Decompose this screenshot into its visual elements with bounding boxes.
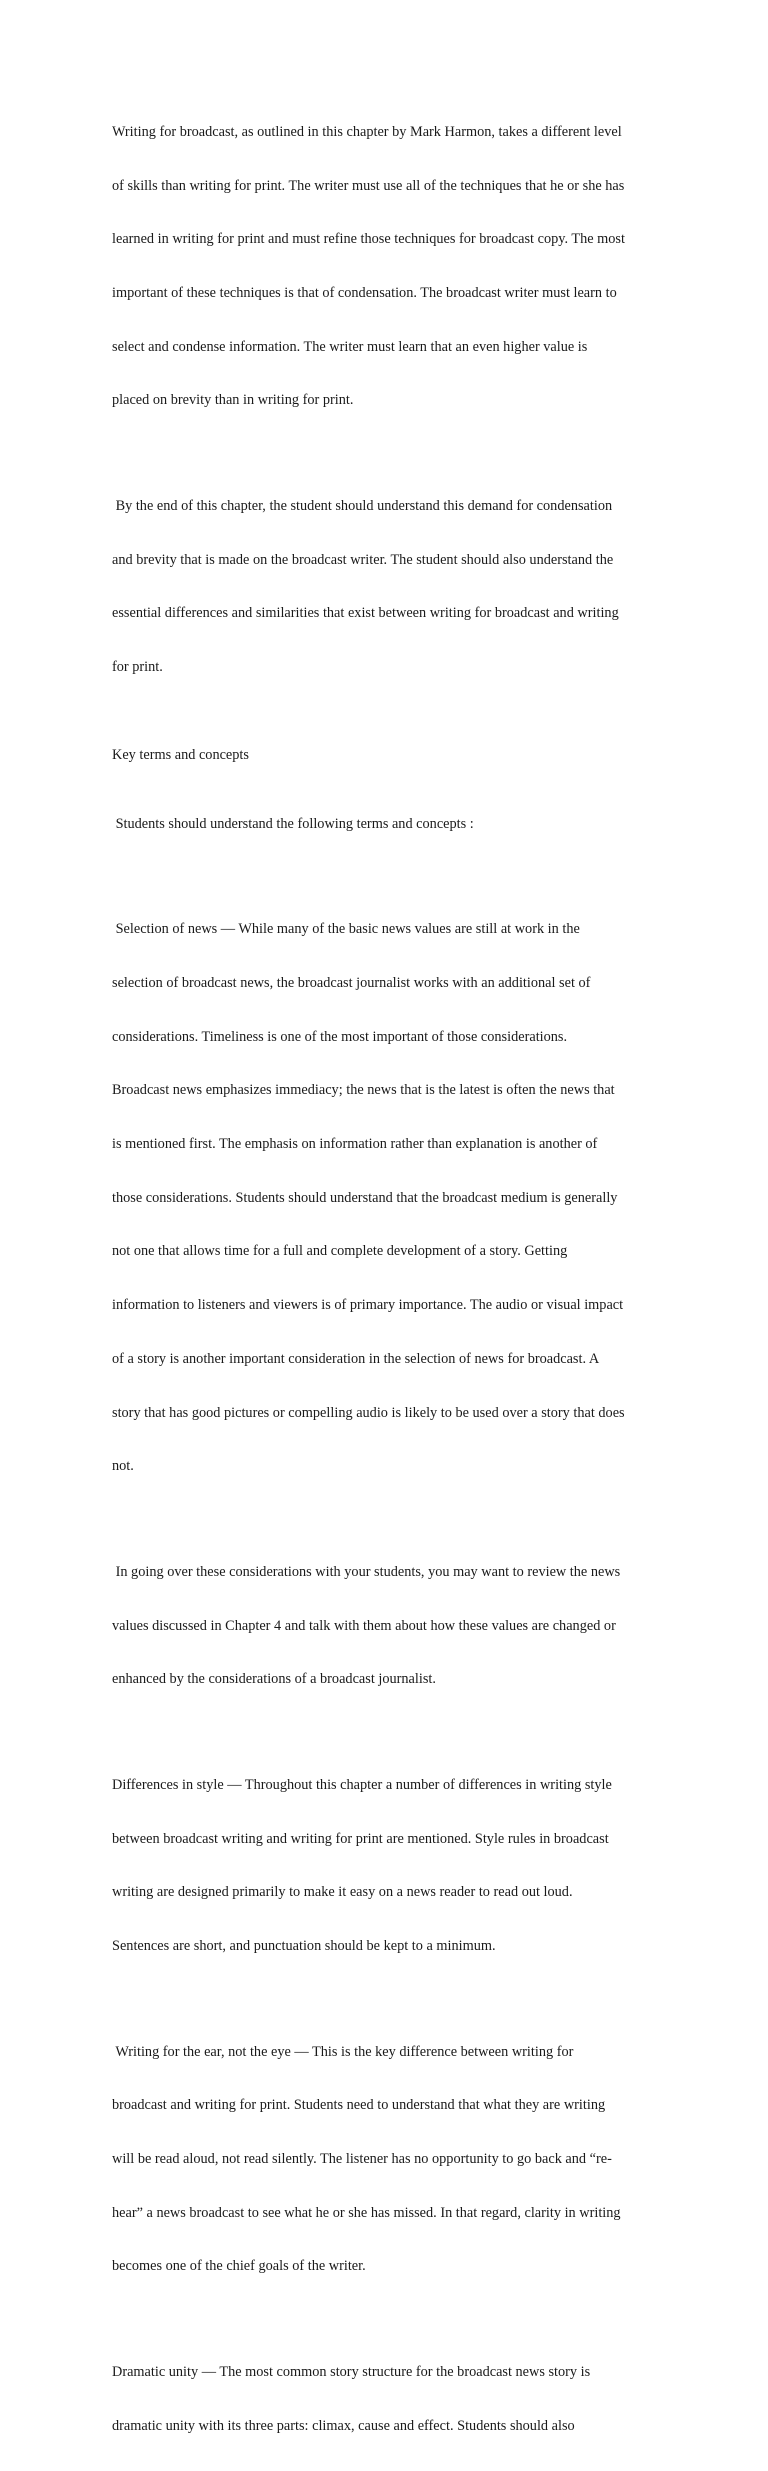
text-line: Writing for broadcast, as outlined in this chapter by Mark Harmon, takes a different level bbox=[112, 123, 622, 140]
text-line: placed on brevity than in writing for print. bbox=[112, 392, 354, 409]
paragraph-chapter-goals bbox=[112, 462, 657, 713]
text-line: of skills than writing for print. The writer must use all of the techniques that he or she has bbox=[112, 177, 625, 194]
paragraph-dramatic-unity bbox=[112, 2328, 657, 2471]
text-line: Sentences are short, and punctuation should be kept to a minimum. bbox=[112, 1938, 496, 1954]
text-line: writing are designed primarily to make it easy on a news reader to read out loud. bbox=[112, 1884, 573, 1901]
text-line: select and condense information. The writer must learn that an even higher value is bbox=[112, 338, 588, 355]
text-line: Selection of news — While many of the basic news values are still at work in the bbox=[112, 921, 580, 938]
paragraph-spacer bbox=[112, 869, 657, 885]
text-line: Dramatic unity — The most common story structure for the broadcast news story is bbox=[112, 2363, 591, 2380]
text-line: enhanced by the considerations of a broadcast journalist. bbox=[112, 1671, 436, 1688]
paragraph-differences-in-style bbox=[112, 1741, 657, 1992]
text-line: of a story is another important consideration in the selection of news for broadcast. A bbox=[112, 1350, 600, 1367]
paragraph-spacer bbox=[112, 446, 657, 462]
text-line: broadcast and writing for print. Students need to understand that what they are writing bbox=[112, 2097, 606, 2114]
text-line: selection of broadcast news, the broadcast journalist works with an additional set of bbox=[112, 974, 591, 991]
paragraph-spacer bbox=[112, 2312, 657, 2328]
document-page bbox=[112, 88, 657, 2471]
section-heading-key-terms: Key terms and concepts bbox=[112, 746, 249, 763]
paragraph-selection-of-news bbox=[112, 885, 657, 1512]
text-line: In going over these considerations with your students, you may want to review the news bbox=[112, 1563, 621, 1580]
text-line: not. bbox=[112, 1458, 134, 1475]
text-line: values discussed in Chapter 4 and talk with them about how these values are changed or bbox=[112, 1617, 616, 1634]
text-line: hear” a news broadcast to see what he or she has missed. In that regard, clarity in writing bbox=[112, 2204, 621, 2221]
text-line: is mentioned first. The emphasis on information rather than explanation is another of bbox=[112, 1136, 598, 1153]
paragraph-key-terms-intro bbox=[112, 780, 657, 870]
text-line: By the end of this chapter, the student should understand this demand for condensation bbox=[112, 497, 613, 514]
text-line: Differences in style — Throughout this chapter a number of differences in writing style bbox=[112, 1776, 612, 1793]
text-line: those considerations. Students should understand that the broadcast medium is generally bbox=[112, 1189, 618, 1206]
paragraph-review-considerations bbox=[112, 1528, 657, 1725]
paragraph-spacer bbox=[112, 1992, 657, 2008]
text-line: for print. bbox=[112, 659, 163, 676]
text-line: considerations. Timeliness is one of the most important of those considerations. bbox=[112, 1028, 568, 1045]
text-line: and brevity that is made on the broadcast writer. The student should also understand the bbox=[112, 551, 614, 568]
paragraph-writing-for-the-ear bbox=[112, 2008, 657, 2312]
text-line: important of these techniques is that of condensation. The broadcast writer must learn to bbox=[112, 284, 617, 301]
paragraph-spacer bbox=[112, 764, 657, 780]
paragraph-spacer bbox=[112, 1725, 657, 1741]
text-line: dramatic unity with its three parts: climax, cause and effect. Students should also bbox=[112, 2417, 575, 2434]
text-line: becomes one of the chief goals of the writer. bbox=[112, 2258, 366, 2275]
text-line: learned in writing for print and must refine those techniques for broadcast copy. The most bbox=[112, 231, 625, 248]
text-line: not one that allows time for a full and complete development of a story. Getting bbox=[112, 1243, 568, 1260]
text-line: Broadcast news emphasizes immediacy; the news that is the latest is often the news that bbox=[112, 1082, 615, 1099]
text-line: Writing for the ear, not the eye — This is the key difference between writing for bbox=[112, 2043, 574, 2060]
text-line: information to listeners and viewers is of primary importance. The audio or visual impact bbox=[112, 1297, 624, 1314]
paragraph-spacer bbox=[112, 713, 657, 746]
paragraph-spacer bbox=[112, 1512, 657, 1528]
text-line: will be read aloud, not read silently. The listener has no opportunity to go back and “re- bbox=[112, 2150, 612, 2167]
text-line: story that has good pictures or compelling audio is likely to be used over a story that does bbox=[112, 1404, 625, 1421]
paragraph-intro-broadcast bbox=[112, 88, 657, 446]
text-line: Students should understand the following terms and concepts : bbox=[112, 815, 474, 832]
text-line: essential differences and similarities that exist between writing for broadcast and writing bbox=[112, 605, 619, 622]
text-line: between broadcast writing and writing for print are mentioned. Style rules in broadcast bbox=[112, 1830, 609, 1847]
